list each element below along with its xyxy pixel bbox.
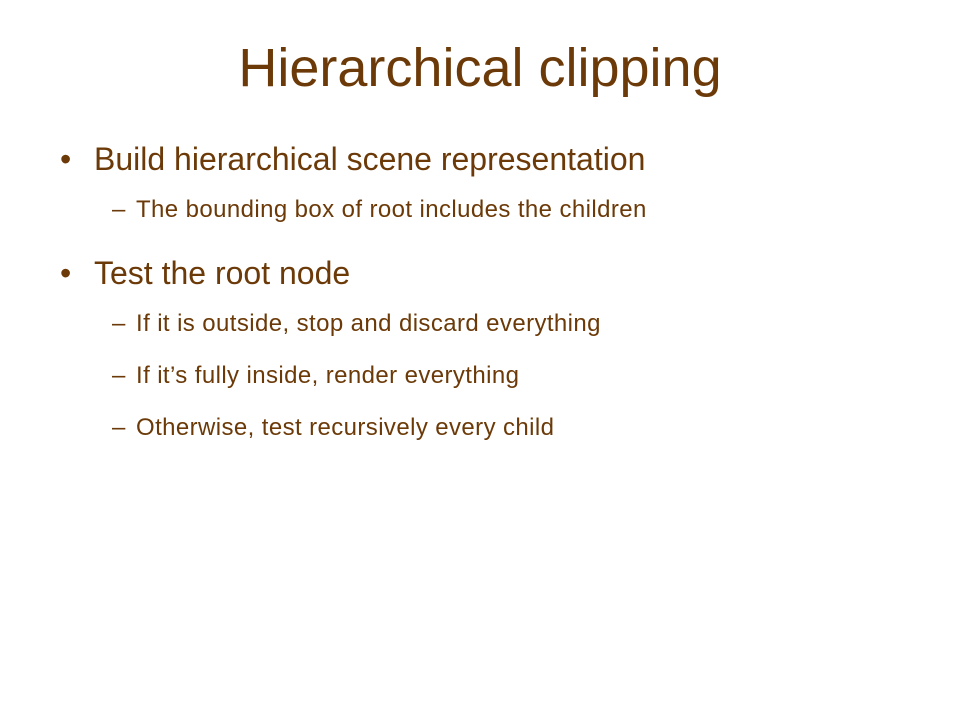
sub-bullet-text: If it is outside, stop and discard everything	[136, 310, 601, 337]
sub-bullet-text: Otherwise, test recursively every child	[136, 414, 555, 441]
bullet-icon: •	[60, 255, 72, 291]
sub-bullet-text: The bounding box of root includes the children	[136, 196, 647, 223]
bullet-icon: •	[60, 141, 72, 177]
slide-title: Hierarchical clipping	[238, 38, 722, 98]
sub-bullet-text: If it’s fully inside, render everything	[136, 362, 520, 389]
bullet-text: Build hierarchical scene representation	[94, 141, 646, 177]
dash-icon: –	[112, 310, 126, 337]
dash-icon: –	[112, 414, 126, 441]
bullet-list	[60, 134, 940, 454]
sub-bullet-item	[60, 184, 940, 236]
dash-icon: –	[112, 196, 126, 223]
sub-bullet-item	[60, 402, 940, 454]
bullet-item	[60, 134, 940, 184]
bullet-item	[60, 248, 940, 298]
dash-icon: –	[112, 362, 126, 389]
sub-bullet-item	[60, 350, 940, 402]
bullet-text: Test the root node	[94, 255, 351, 291]
sub-bullet-item	[60, 298, 940, 350]
